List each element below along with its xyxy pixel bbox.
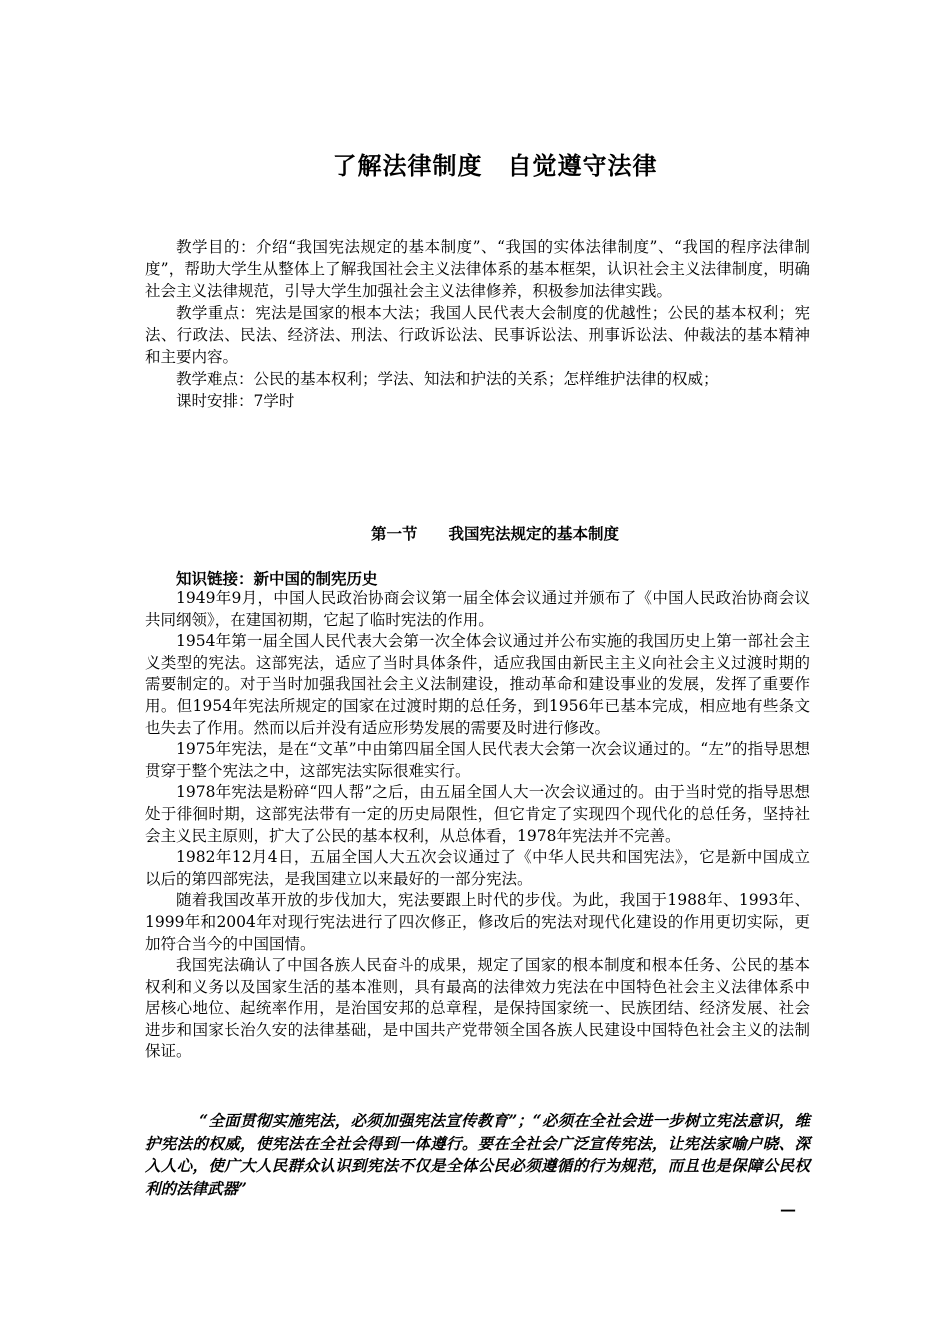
knowledge-link-heading: 知识链接：新中国的制宪历史 <box>176 570 378 588</box>
history-paragraph: 我国宪法确认了中国各族人民奋斗的成果，规定了国家的根本制度和根本任务、公民的基本权利和义务以及国家生活的基本准则，具有最高的法律效力宪法在中国特色社会主义法律体系中居核心地位、起统率作用，是治国安邦的总章程，是保持国家统一、民族团结、经济发展、社会进步和国家长治久安的法律基础，是中国共产党带领全国各族人民建设中国特色社会主义的法制保证。 <box>145 956 810 1061</box>
constitution-history <box>145 588 810 1063</box>
section-heading: 第一节 我国宪法规定的基本制度 <box>370 525 619 543</box>
history-paragraph: 1982年12月4日，五届全国人大五次会议通过了《中华人民共和国宪法》，它是新中国成立以后的第四部宪法，是我国建立以来最好的一部分宪法。 <box>145 848 810 888</box>
teaching-difficulties: 教学难点：公民的基本权利；学法、知法和护法的关系；怎样维护法律的权威； <box>176 370 719 388</box>
teaching-intro <box>145 236 810 412</box>
teaching-key-points: 教学重点：宪法是国家的根本大法；我国人民代表大会制度的优越性；公民的基本权利；宪法、行政法、民法、经济法、刑法、行政诉讼法、民事诉讼法、刑事诉讼法、仲裁法的基本精神和主要内容。 <box>145 304 810 366</box>
history-paragraph: 1978年宪法是粉碎“四人帮”之后，由五届全国人大一次会议通过的。由于当时党的指导思想处于徘徊时期，这部宪法带有一定的历史局限性，但它肯定了实现四个现代化的总任务，坚持社会主义民主原则，扩大了公民的基本权利，从总体看，1978年宪法并不完善。 <box>145 783 810 845</box>
history-paragraph: 1954年第一届全国人民代表大会第一次全体会议通过并公布实施的我国历史上第一部社会主义类型的宪法。这部宪法，适应了当时具体条件，适应我国由新民主主义向社会主义过渡时期的需要制定的。对于当时加强我国社会主义法制建设，推动革命和建设事业的发展，发挥了重要作用。但1954年宪法所规定的国家在过渡时期的总任务，到1956年已基本完成，相应地有些条文也失去了作用。然而以后并没有适应形势发展的需要及时进行修改。 <box>145 632 810 737</box>
page-title: 了解法律制度 自觉遵守法律 <box>332 152 658 180</box>
quote-dash: — <box>780 1200 796 1219</box>
history-paragraph: 1949年9月，中国人民政治协商会议第一届全体会议通过并颁布了《中国人民政治协商会议共同纲领》，在建国初期，它起了临时宪法的作用。 <box>145 589 810 629</box>
history-paragraph: 随着我国改革开放的步伐加大，宪法要跟上时代的步伐。为此，我国于1988年、1993年、1999年和2004年对现行宪法进行了四次修正，修改后的宪法对现代化建设的作用更切实际，更加符合当今的中国国情。 <box>145 891 810 953</box>
teaching-objective: 教学目的：介绍“我国宪法规定的基本制度”、“我国的实体法律制度”、“我国的程序法律制度”，帮助大学生从整体上了解我国社会主义法律体系的基本框架，认识社会主义法律制度，明确社会主义法律规范，引导大学生加强社会主义法律修养，积极参加法律实践。 <box>145 238 810 300</box>
history-paragraph: 1975年宪法，是在“文革”中由第四届全国人民代表大会第一次会议通过的。“左”的指导思想贯穿于整个宪法之中，这部宪法实际很难实行。 <box>145 740 810 780</box>
constitution-quote: “全面贯彻实施宪法，必须加强宪法宣传教育”；“必须在全社会进一步树立宪法意识，维护宪法的权威，使宪法在全社会得到一体遵行。要在全社会广泛宣传宪法，让宪法家喻户晓、深入人心，使广大人民群众认识到宪法不仅是全体公民必须遵循的行为规范，而且也是保障公民权利的法律武器” <box>145 1111 810 1198</box>
teaching-schedule: 课时安排：7学时 <box>176 392 295 410</box>
